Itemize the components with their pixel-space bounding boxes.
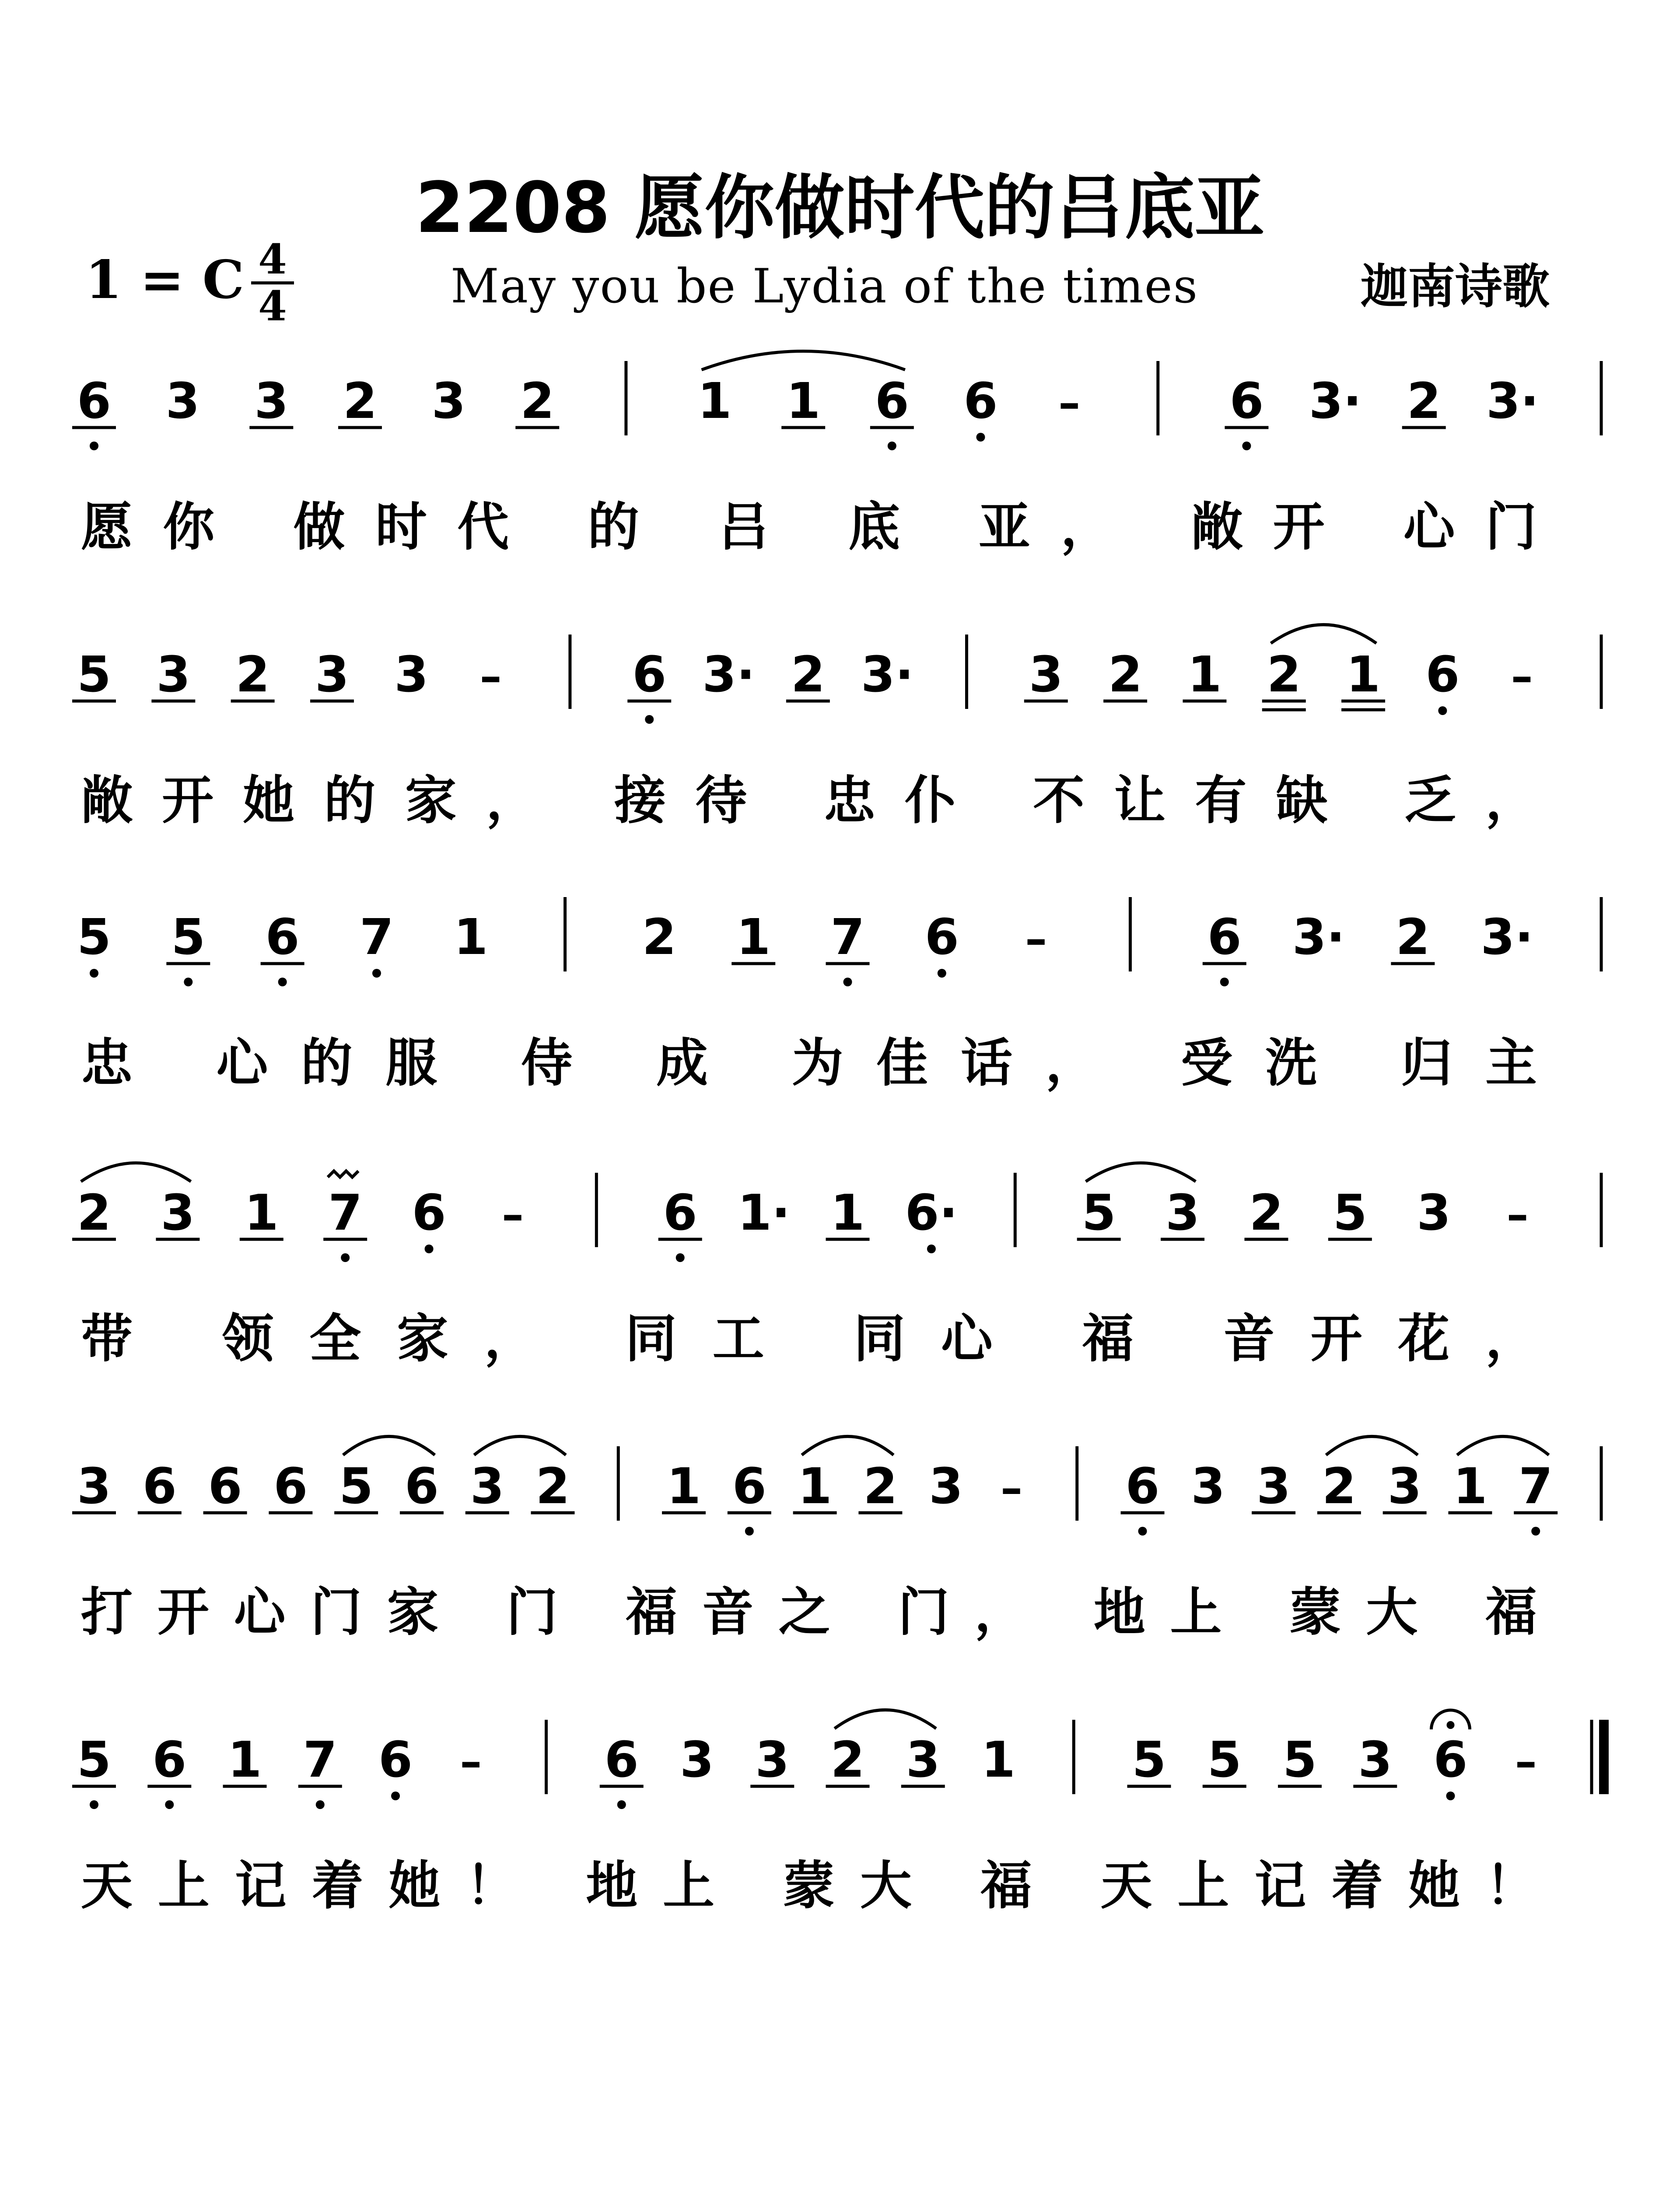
sustain-dash: –	[1058, 377, 1081, 428]
note: 2	[1396, 909, 1430, 966]
note: 3·	[1292, 909, 1345, 966]
lower-octave-dot	[341, 1253, 350, 1262]
tie-slur	[802, 1437, 894, 1455]
lower-octave-dot	[1531, 1527, 1540, 1536]
note: 3	[77, 1458, 111, 1515]
note: 3·	[1309, 373, 1362, 430]
mordent-ornament	[328, 1171, 358, 1177]
lower-octave-dot	[1220, 978, 1229, 986]
lower-octave-dot	[316, 1800, 325, 1809]
note: 2	[520, 373, 555, 430]
note: 5	[1082, 1185, 1116, 1241]
lower-octave-dot	[976, 433, 985, 442]
note: 6	[265, 909, 300, 966]
note: 6	[273, 1458, 308, 1515]
note: 5	[171, 909, 206, 966]
note: 7	[830, 909, 865, 966]
lyric-line: 敞开她的家， 接待 忠仆 不让有缺 乏，	[81, 770, 1547, 831]
note: 2	[235, 646, 270, 703]
lower-octave-dot	[938, 969, 946, 978]
sustain-dash: –	[480, 651, 502, 702]
tie-slur	[1271, 625, 1376, 644]
note: 6	[924, 909, 959, 966]
lower-octave-dot	[927, 1245, 936, 1253]
composer-credit: 迦南诗歌	[1361, 259, 1550, 314]
sustain-dash: –	[501, 1189, 524, 1240]
fermata-dot	[1447, 1721, 1455, 1729]
note: 3	[1256, 1458, 1291, 1515]
note: 2	[1249, 1185, 1284, 1241]
note: 6	[1425, 646, 1460, 703]
note: 1	[667, 1458, 701, 1515]
note: 6	[632, 646, 667, 703]
tie-slur	[1086, 1163, 1196, 1182]
note: 3	[680, 1732, 714, 1788]
note: 1·	[737, 1185, 791, 1241]
note: 3	[1387, 1458, 1422, 1515]
note: 7	[1519, 1458, 1553, 1515]
lower-octave-dot	[1138, 1527, 1147, 1536]
note: 6	[404, 1458, 439, 1515]
tie-slur	[343, 1437, 435, 1455]
note: 3	[1029, 646, 1063, 703]
note: 7	[328, 1185, 363, 1241]
note: 6	[875, 373, 909, 430]
note: 7	[359, 909, 394, 966]
tie-slur	[702, 351, 905, 370]
note: 3	[1191, 1458, 1225, 1515]
lower-octave-dot	[90, 1800, 98, 1809]
note: 6	[732, 1458, 766, 1515]
tie-slur	[81, 1163, 191, 1182]
lower-octave-dot	[1242, 442, 1251, 450]
note: 2	[1267, 646, 1301, 703]
note: 2	[830, 1732, 865, 1788]
note: 3	[929, 1458, 963, 1515]
note: 5	[77, 1732, 111, 1788]
note: 3·	[1480, 909, 1533, 966]
note: 3	[755, 1732, 790, 1788]
note: 1	[228, 1732, 262, 1788]
note: 6	[77, 373, 111, 430]
note: 2	[1108, 646, 1143, 703]
note: 3	[394, 646, 429, 703]
note: 5	[1283, 1732, 1317, 1788]
lower-octave-dot	[676, 1253, 685, 1262]
lower-octave-dot	[1438, 706, 1447, 715]
lower-octave-dot	[184, 978, 192, 986]
note: 1	[244, 1185, 279, 1241]
note: 2	[536, 1458, 570, 1515]
lower-octave-dot	[844, 978, 852, 986]
note: 1	[1453, 1458, 1488, 1515]
note: 6	[604, 1732, 639, 1788]
sustain-dash: –	[1025, 913, 1047, 964]
note: 1	[736, 909, 771, 966]
note: 5	[77, 909, 111, 966]
note: 2	[642, 909, 676, 966]
lower-octave-dot	[745, 1527, 754, 1536]
note: 1	[981, 1732, 1015, 1788]
note: 6	[142, 1458, 177, 1515]
lyric-line: 带 领全家， 同工 同心 福 音开花，	[81, 1308, 1547, 1369]
note: 6	[1125, 1458, 1160, 1515]
lyric-line: 愿你 做时代 的 吕 底 亚， 敞开 心门	[81, 497, 1547, 557]
note: 3·	[861, 646, 914, 703]
note: 3·	[702, 646, 755, 703]
note: 6	[1229, 373, 1264, 430]
note: 2	[1322, 1458, 1356, 1515]
note: 1	[1187, 646, 1222, 703]
note: 3	[165, 373, 200, 430]
note: 3·	[1486, 373, 1539, 430]
note: 3	[156, 646, 191, 703]
note: 2	[343, 373, 377, 430]
note: 5	[77, 646, 111, 703]
lower-octave-dot	[90, 442, 98, 450]
lower-octave-dot	[90, 969, 98, 978]
lower-octave-dot	[165, 1800, 174, 1809]
note: 6·	[905, 1185, 958, 1241]
note: 6	[378, 1732, 413, 1788]
note: 1	[786, 373, 821, 430]
note: 3	[1417, 1185, 1451, 1241]
note: 1	[798, 1458, 832, 1515]
sustain-dash: –	[1506, 1189, 1529, 1240]
lower-octave-dot	[888, 442, 896, 450]
note: 5	[1132, 1732, 1166, 1788]
sustain-dash: –	[1511, 651, 1533, 702]
note: 1	[697, 373, 732, 430]
key-signature: 1 = C	[85, 249, 245, 311]
lower-octave-dot	[425, 1245, 434, 1253]
note: 1	[830, 1185, 865, 1241]
sustain-dash: –	[1000, 1462, 1022, 1514]
note: 2	[863, 1458, 898, 1515]
note: 2	[1407, 373, 1441, 430]
note: 5	[1333, 1185, 1367, 1241]
note: 7	[303, 1732, 337, 1788]
note: 3	[470, 1458, 504, 1515]
lyric-line: 忠 心的服 侍 成 为佳话， 受洗 归主	[81, 1033, 1547, 1093]
lower-octave-dot	[1446, 1792, 1455, 1800]
note: 6	[1433, 1732, 1468, 1788]
tie-slur	[474, 1437, 566, 1455]
note: 3	[315, 646, 349, 703]
english-subtitle: May you be Lydia of the times	[451, 259, 1199, 314]
lower-octave-dot	[617, 1800, 626, 1809]
note: 2	[791, 646, 825, 703]
lower-octave-dot	[372, 969, 381, 978]
note: 3	[254, 373, 289, 430]
lyric-line: 打开心门家 门 福音之 门， 地上 蒙大 福	[81, 1582, 1547, 1642]
sustain-dash: –	[460, 1736, 482, 1787]
note: 2	[77, 1185, 111, 1241]
note: 6	[1207, 909, 1242, 966]
lower-octave-dot	[391, 1792, 400, 1800]
time-signature-top: 4	[258, 235, 287, 284]
tie-slur	[1326, 1437, 1418, 1455]
note: 6	[152, 1732, 187, 1788]
note: 3	[1166, 1185, 1200, 1241]
lower-octave-dot	[278, 978, 287, 986]
note: 6	[208, 1458, 242, 1515]
note: 6	[663, 1185, 697, 1241]
sustain-dash: –	[1515, 1736, 1537, 1787]
note: 5	[339, 1458, 374, 1515]
tie-slur	[835, 1710, 936, 1729]
note: 3	[161, 1185, 195, 1241]
lower-octave-dot	[645, 715, 654, 724]
note: 3	[1358, 1732, 1393, 1788]
lyric-line: 天上记着她！ 地上 蒙大 福 天上记着她！	[81, 1855, 1547, 1916]
time-signature-bottom: 4	[258, 282, 287, 330]
page-title: 2208 愿你做时代的吕底亚	[415, 167, 1265, 249]
note: 6	[963, 373, 998, 430]
note: 3	[906, 1732, 940, 1788]
tie-slur	[1457, 1437, 1549, 1455]
note: 5	[1207, 1732, 1242, 1788]
note: 1	[454, 909, 488, 966]
note: 6	[412, 1185, 446, 1241]
note: 3	[431, 373, 466, 430]
note: 1	[1346, 646, 1381, 703]
